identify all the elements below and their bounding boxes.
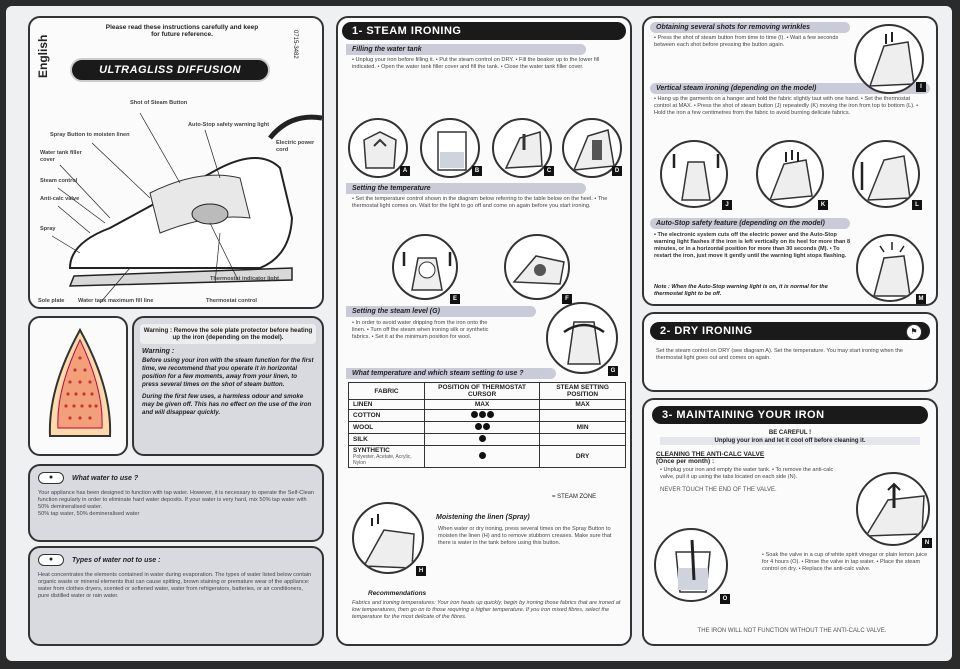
thermostat-dot — [487, 411, 494, 418]
label-shot-button: Shot of Steam Button — [130, 100, 188, 106]
clean-title: CLEANING THE ANTI-CALC VALVE — [656, 451, 765, 458]
table-row — [349, 434, 626, 446]
vertical-body: • Hang up the garments on a hanger and hold the fabric slightly taut with one hand. • Set the thermostat control at MAX. • Press the shot of steam button (J) repeatedly (K) moving the iron from top to bottom (L). • Hold the iron a few centimetres from the fabric to avoid burning delicate fabrics. — [654, 96, 919, 116]
never-touch: NEVER TOUCH THE END OF THE VALVE. — [660, 487, 777, 493]
steam-ironing-title — [342, 22, 626, 40]
steam-cell: MAX — [540, 400, 626, 410]
label-sole-plate: Sole plate — [38, 298, 65, 304]
fabric-settings-table — [348, 382, 626, 468]
notice-text: Please read these instructions carefully and keep for future reference. — [105, 24, 259, 38]
table-row — [349, 410, 626, 422]
label-spray: Spray — [40, 226, 56, 232]
steam-cell: DRY — [540, 446, 626, 468]
table-header-steam: STEAM SETTING POSITION — [540, 383, 626, 400]
figure-e-tag: E — [450, 294, 460, 304]
steam-extra-panel — [642, 16, 938, 306]
figure-j — [660, 140, 728, 208]
dry-ironing-title — [650, 322, 930, 340]
table-row — [349, 400, 626, 410]
product-name: ULTRAGLISS DIFFUSION — [99, 64, 241, 76]
label-steam-control: Steam control — [40, 178, 78, 184]
table-header-thermostat: POSITION OF THERMOSTAT CURSOR — [425, 383, 540, 400]
water-use-title: What water to use ? — [72, 474, 139, 482]
thermostat-value: MAX — [474, 401, 490, 408]
label-water-tank-filler: Water tank filler cover — [40, 150, 82, 163]
label-thermostat-control: Thermostat control — [206, 298, 257, 304]
maintain-footer: THE IRON WILL NOT FUNCTION WITHOUT THE ANTI-CALC VALVE. — [697, 628, 887, 634]
figure-c — [492, 118, 552, 178]
fabric-cell: LINEN — [349, 400, 425, 410]
water-use-panel — [28, 464, 324, 542]
figure-n — [856, 472, 930, 546]
figure-b-tag: B — [472, 166, 482, 176]
recommendations-title: Recommendations — [368, 590, 427, 597]
label-power-cord: Electric power cord — [276, 140, 315, 153]
synthetic-note: Polyester, Acetate, Acrylic, Nylon — [353, 454, 412, 466]
figure-m — [856, 234, 924, 302]
thermostat-dots — [470, 413, 494, 420]
thermostat-cell — [425, 446, 540, 468]
figure-o — [654, 528, 728, 602]
thermostat-dot — [483, 423, 490, 430]
label-anti-calc: Anti-calc valve — [40, 196, 80, 202]
thermostat-dots — [474, 425, 490, 432]
figure-e — [392, 234, 458, 300]
maintain-careful: BE CAREFUL ! — [768, 430, 812, 436]
filling-body: • Unplug your iron before filling it. • Put the steam control on DRY. • Fill the beaker up to the lower fill indicated. • Open the water tank filler cover and fill the tank. • Close the water tank filler cover. — [352, 57, 600, 70]
table-header-fabric: FABRIC — [349, 383, 425, 400]
water-drop-icon-2: ● — [38, 554, 64, 566]
autostop-note: Note : When the Auto-Stop warning light is on, it is normal for the thermostat light to be off. — [654, 284, 828, 297]
figure-h-tag: H — [416, 566, 426, 576]
thermostat-dot — [479, 411, 486, 418]
autostop-title: Auto-Stop safety feature (depending on the model) — [650, 218, 850, 229]
warning-panel — [132, 316, 324, 456]
moisten-title: Moistening the linen (Spray) — [436, 514, 530, 521]
thermostat-cell — [425, 434, 540, 446]
figure-a-tag: A — [400, 166, 410, 176]
iron-badge-icon: ⚑ — [906, 324, 922, 340]
figure-o-tag: O — [720, 594, 730, 604]
shots-body: • Press the shot of steam button from time to time (I). • Wait a few seconds between each shot before pressing the button again. — [654, 35, 839, 48]
clean-subtitle: (Once per month) : — [656, 458, 715, 465]
figure-c-tag: C — [544, 166, 554, 176]
steam-ironing-panel — [336, 16, 632, 646]
label-auto-stop: Auto-Stop safety warning light — [188, 122, 270, 128]
figure-l — [852, 140, 920, 208]
dry-ironing-body: Set the steam control on DRY (see diagram A). Set the temperature. You may start ironing when the thermostat light goes out and comes on again. — [656, 348, 903, 361]
clean-body: • Unplug your iron and empty the water tank. • To remove the anti-calc valve, pull it up using the tabs located on each side (N). — [660, 467, 834, 480]
label-water-tank-max: Water tank maximum fill line — [78, 298, 154, 304]
water-drop-icon: ● — [38, 472, 64, 484]
table-row — [349, 446, 626, 468]
water-use-mix: 50% tap water, 50% demineralised water — [38, 511, 140, 517]
steam-zone-legend: = STEAM ZONE — [552, 494, 597, 500]
water-use-body: Your appliance has been designed to function with tap water. However, it is necessary to operate the Self-Clean function regularly in order to eliminate hard water deposits. If your water is very hard, mix 50% tap water with 50% demineralised water. — [38, 490, 314, 510]
figure-d-tag: D — [612, 166, 622, 176]
thermostat-dots — [478, 437, 486, 444]
moisten-body: When water or dry ironing, press several times on the Spray Button to moisten the linen (H) and to remove stubborn creases. Make sure that there is water in the tank before using this button. — [438, 526, 612, 546]
figure-l-tag: L — [912, 200, 922, 210]
thermostat-cell — [425, 400, 540, 410]
iron-diagram-panel — [28, 16, 324, 309]
thermostat-dots — [478, 454, 486, 461]
figure-j-tag: J — [722, 200, 732, 210]
steam-cell: MIN — [540, 422, 626, 434]
figure-f-tag: F — [562, 294, 572, 304]
thermostat-dot — [479, 452, 486, 459]
recommendations-body: Fabrics and ironing temperatures: Your iron heats up quickly, begin by ironing those fabrics that are ironed at low temperatures, then go on to those requiring a higher temperature. If you iron mixed fibres, select the temperature for the most delicate of the fibres. — [352, 600, 621, 620]
water-not-body: Heat concentrates the elements contained in water during evaporation. The types of water listed below contain organic waste or mineral elements that can cause spitting, brown staining or premature wear of the appliance: water from clothes dryers, scented or softened water, water from refrigerators, batteries, or air conditioners, pure distilled water or rain water. — [38, 572, 312, 599]
language-label: English — [36, 34, 50, 78]
settings-table-title: What temperature and which steam setting to use ? — [346, 368, 556, 379]
thermostat-dot — [475, 423, 482, 430]
figure-i — [854, 24, 924, 94]
figure-k — [756, 140, 824, 208]
figure-f — [504, 234, 570, 300]
temp-body: • Set the temperature control shown in the diagram below referring to the table below on the heel. • The thermostat light comes on. Wait for the light to go off and come on again before you start ironing. — [352, 196, 608, 209]
instruction-sheet — [6, 6, 952, 661]
fabric-name: SYNTHETIC — [353, 447, 390, 454]
label-spray-button: Spray Button to moisten linen — [50, 132, 130, 138]
dry-ironing-panel — [642, 312, 938, 392]
warning-heading: Warning : — [142, 348, 175, 355]
maintain-panel — [642, 398, 938, 646]
figure-b — [420, 118, 480, 178]
thermostat-dot — [471, 411, 478, 418]
figure-n-tag: N — [922, 538, 932, 548]
maintain-title — [652, 406, 928, 424]
product-code: 0715-3482 — [292, 30, 298, 59]
warning-paragraph-2: During the first few uses, a harmless odour and smoke may be given off. This has no effect on the use of the iron and will disappear quickly. — [142, 393, 312, 416]
sole-plate-panel — [28, 316, 128, 456]
maintain-unplug: Unplug your iron and let it cool off before cleaning it. — [660, 437, 920, 445]
soak-steps: • Soak the valve in a cup of white spirit vinegar or plain lemon juice for 4 hours (O). • Rinse the valve in tap water. • Place the steam control on dry. • Replace the anti-calc valve. — [762, 552, 928, 572]
thermostat-dot — [479, 435, 486, 442]
figure-m-tag: M — [916, 294, 926, 304]
thermostat-cell — [425, 410, 540, 422]
maintain-title-text: 3- MAINTAINING YOUR IRON — [662, 409, 825, 421]
dry-ironing-title-text: 2- DRY IRONING — [660, 325, 753, 337]
figure-g-tag: G — [608, 366, 618, 376]
fabric-cell — [349, 446, 425, 468]
figure-i-tag: I — [916, 82, 926, 92]
table-row — [349, 422, 626, 434]
warning-title: Warning : Remove the sole plate protector before heating up the iron (depending on the model). — [140, 324, 316, 344]
filling-title: Filling the water tank — [346, 44, 586, 55]
label-thermostat-light: Thermostat indicator light — [210, 276, 279, 282]
shots-title: Obtaining several shots for removing wrinkles — [650, 22, 850, 33]
figure-h — [352, 502, 424, 574]
fabric-cell: SILK — [349, 434, 425, 446]
figure-k-tag: K — [818, 200, 828, 210]
steam-ironing-title-text: 1- STEAM IRONING — [352, 25, 462, 37]
autostop-body: • The electronic system cuts off the electric power and the Auto-Stop warning light flashes if the iron is left vertically on its heel for more than 8 minutes, or in a horizontal position for more than 30 seconds (M). • To restart the iron, just move it gently until the warning light stops flashing. — [654, 232, 851, 259]
steam-level-body: • In order to avoid water dripping from the iron onto the linen. • Turn off the steam when ironing silk or synthetic fabrics. • Set it at the minimum position for wool. — [352, 320, 489, 340]
fabric-cell: WOOL — [349, 422, 425, 434]
water-not-title: Types of water not to use : — [72, 556, 161, 564]
thermostat-cell — [425, 422, 540, 434]
steam-level-title: Setting the steam level (G) — [346, 306, 536, 317]
sole-plate-illustration — [30, 318, 128, 456]
warning-paragraph-1: Before using your iron with the steam function for the first time, we recommend that you operate it in horizontal position for a few moments, away from your linen, to press several times on the shot of steam button. — [142, 357, 314, 388]
vertical-title: Vertical steam ironing (depending on the model) — [650, 83, 930, 94]
temp-title: Setting the temperature — [346, 183, 586, 194]
steam-cell — [540, 434, 626, 446]
figure-g — [546, 302, 618, 374]
steam-cell — [540, 410, 626, 422]
figure-a — [348, 118, 408, 178]
water-not-panel — [28, 546, 324, 646]
fabric-cell: COTTON — [349, 410, 425, 422]
